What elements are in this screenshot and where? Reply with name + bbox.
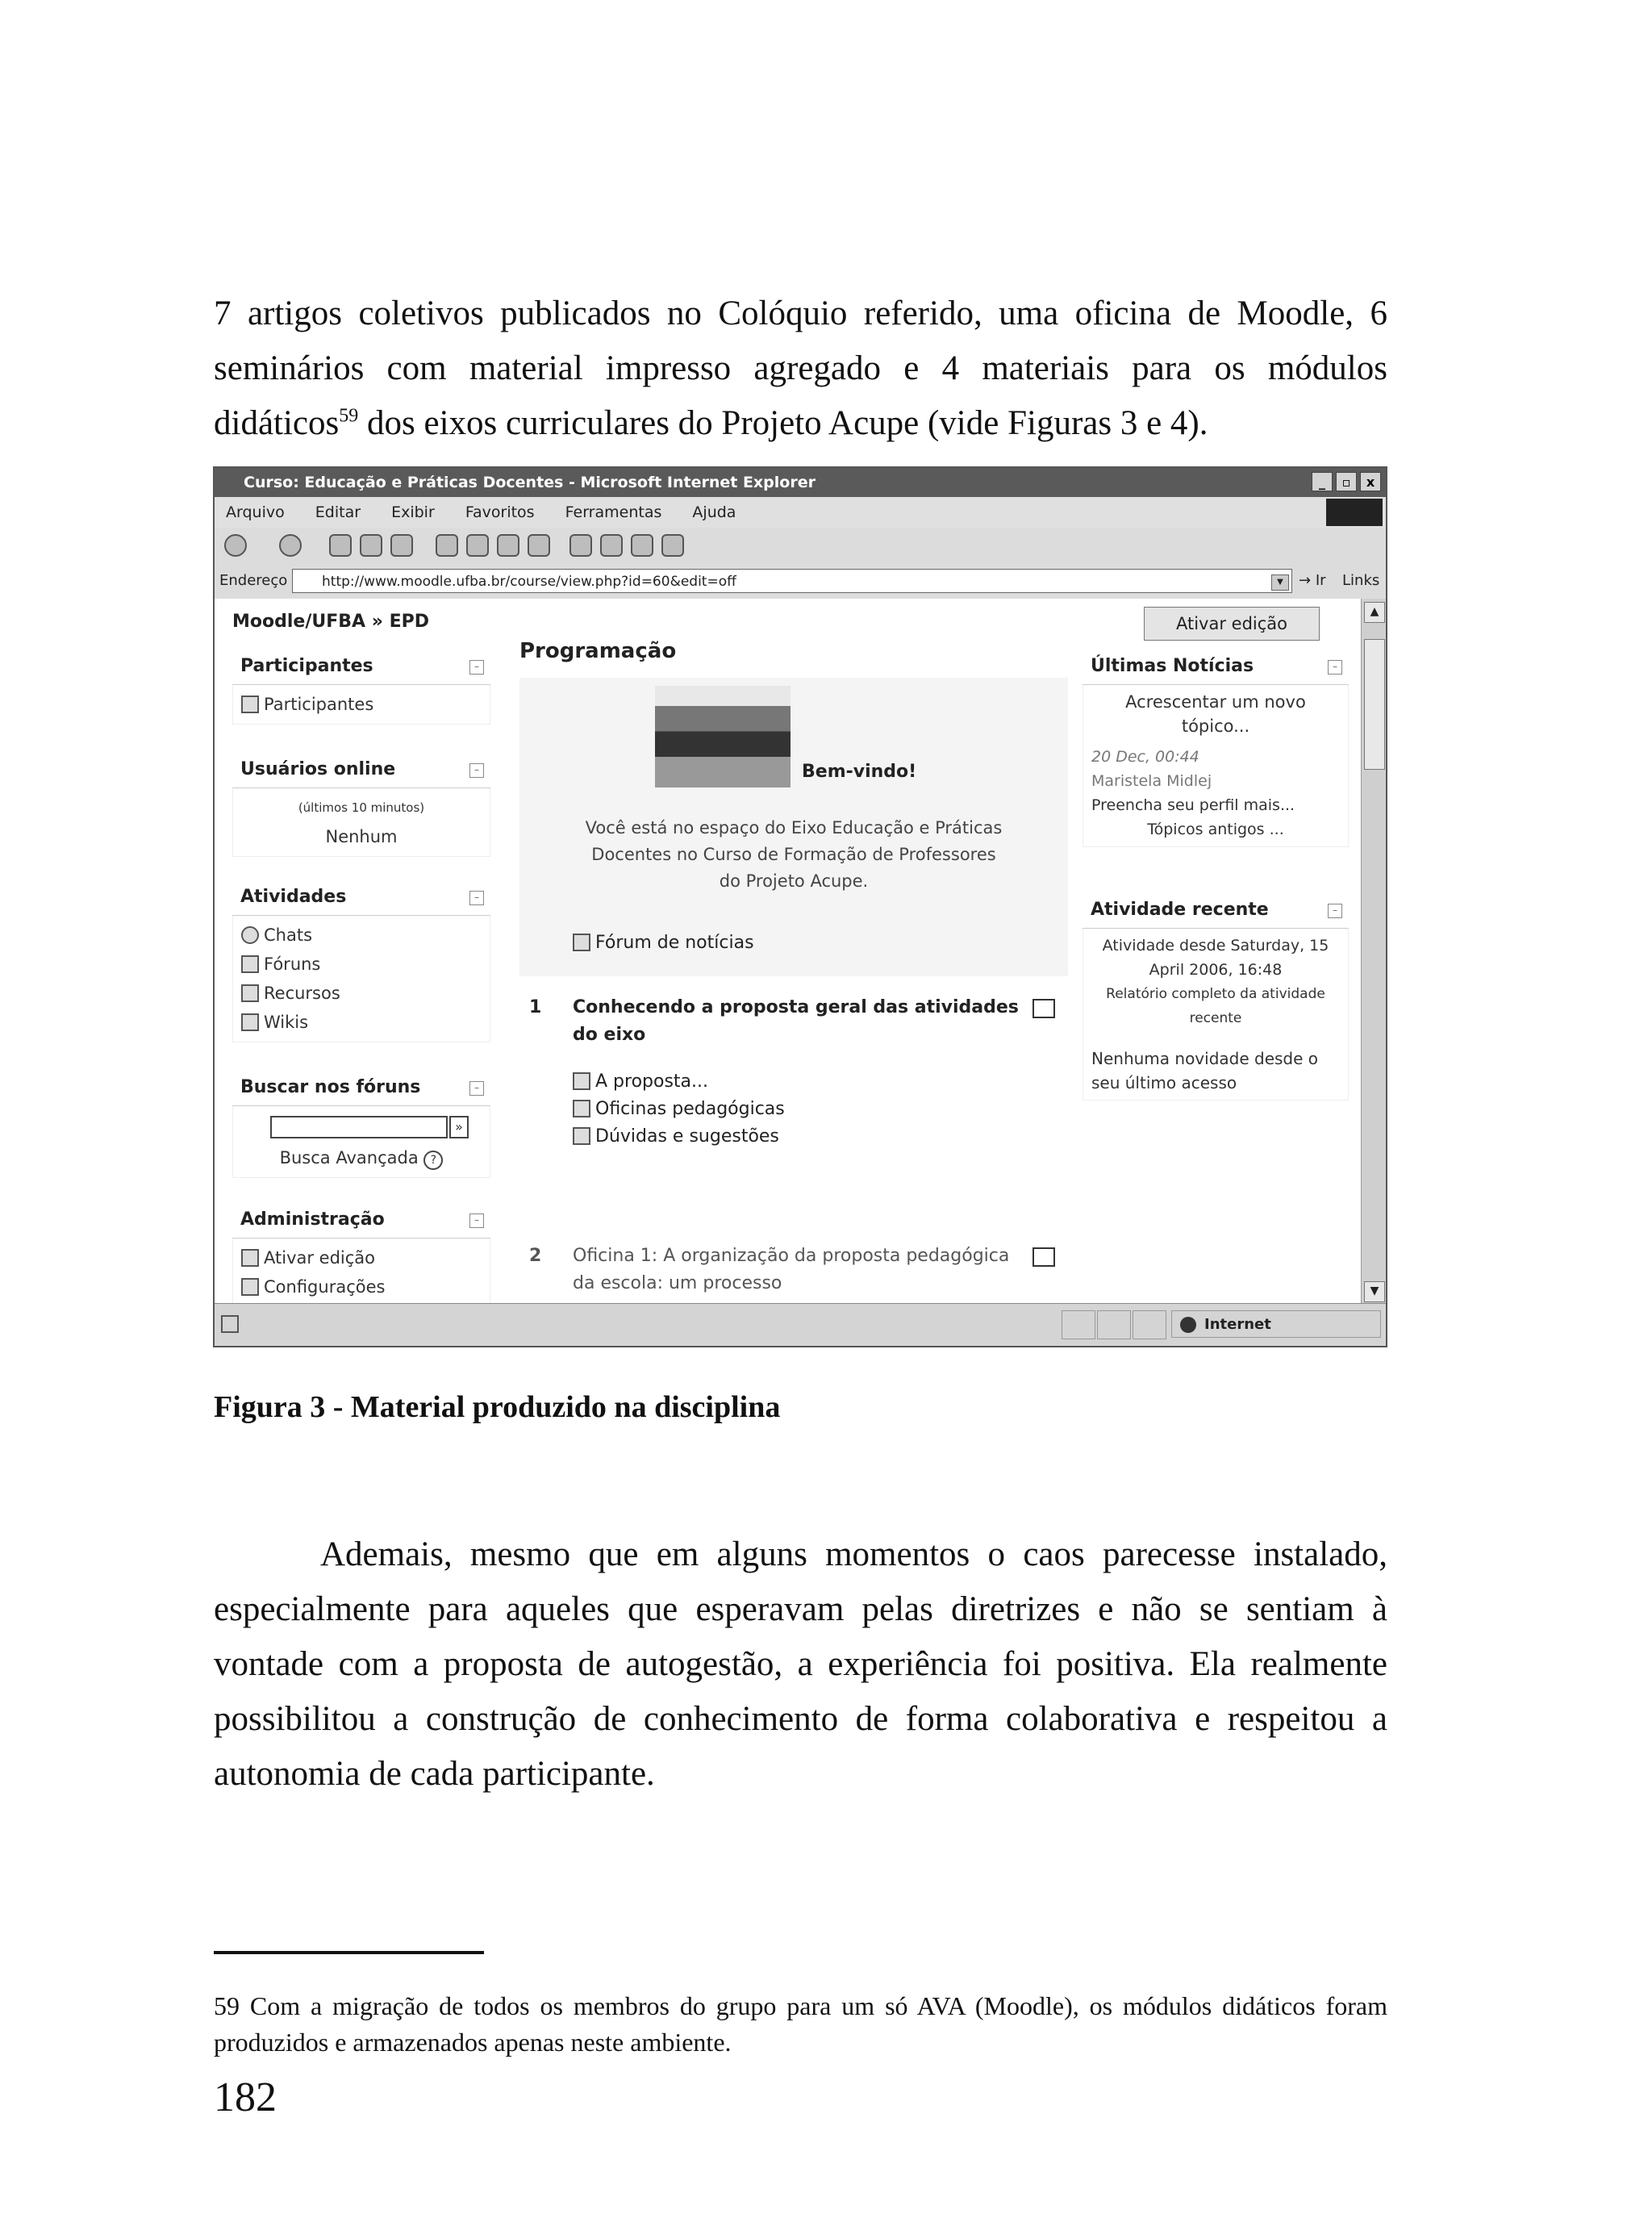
footnote-ref: 59 — [339, 405, 359, 427]
collapse-topic-icon[interactable] — [1032, 1247, 1055, 1267]
menu-arquivo[interactable]: Arquivo — [226, 503, 285, 521]
programming-title: Programação — [519, 639, 677, 663]
figure-caption: Figura 3 - Material produzido na disciplina — [214, 1390, 781, 1424]
edit-icon[interactable] — [631, 534, 653, 557]
forum-icon — [241, 955, 259, 973]
block-forum-search: Buscar nos fóruns – » Busca Avançada ? — [232, 1070, 490, 1178]
menu-ajuda[interactable]: Ajuda — [692, 503, 736, 521]
forum-search-input[interactable] — [270, 1116, 448, 1138]
scroll-down-icon[interactable]: ▼ — [1364, 1281, 1385, 1302]
topic-1: 1 Conhecendo a proposta geral das atividades do eixo A proposta... Oficinas pedagógicas Dúvidas e sugestões — [519, 994, 1068, 1188]
vertical-scrollbar[interactable] — [1361, 599, 1386, 1305]
close-button[interactable]: x — [1360, 472, 1381, 491]
windows-logo-icon — [1326, 499, 1383, 526]
advanced-search-link[interactable]: Busca Avançada — [279, 1148, 419, 1168]
collapse-icon[interactable]: – — [1328, 660, 1342, 675]
media-icon[interactable] — [497, 534, 519, 557]
figure-screenshot — [213, 466, 1387, 1347]
toggle-edit-button[interactable]: Ativar edição — [1144, 607, 1320, 641]
participants-link[interactable]: Participantes — [264, 695, 374, 714]
settings-icon — [241, 1278, 259, 1296]
welcome-heading: Bem-vindo! — [802, 762, 917, 782]
body-paragraph-2: Ademais, mesmo que em alguns momentos o caos parecesse instalado, especialmente para aqueles que esperavam pelas diretrizes e não se sentiam à vontade com a proposta de autogestão, a experiência foi positiva. Ela realmente possibilitou a construção de conhecimento de forma colaborativa e respeitou a autonomia de cada participante. — [214, 1535, 1387, 1793]
forward-icon[interactable] — [279, 534, 302, 557]
topic-2-title[interactable]: Oficina 1: A organização da proposta pedagógica da escola: um processo — [573, 1246, 1010, 1293]
resource-icon — [573, 1072, 590, 1090]
scroll-thumb[interactable] — [1364, 639, 1385, 770]
wiki-icon — [241, 1013, 259, 1031]
page-number: 182 — [214, 2074, 277, 2120]
search-icon[interactable] — [436, 534, 458, 557]
block-administration: Administração – Ativar edição Configurações — [232, 1202, 490, 1307]
collapse-icon[interactable]: – — [469, 763, 484, 778]
chat-icon — [241, 926, 259, 944]
address-label: Endereço — [219, 572, 288, 589]
status-bar — [215, 1303, 1386, 1346]
collapse-icon[interactable]: – — [469, 1081, 484, 1096]
menu-exibir[interactable]: Exibir — [391, 503, 435, 521]
help-icon[interactable]: ? — [423, 1151, 443, 1170]
menu-editar[interactable]: Editar — [315, 503, 361, 521]
go-button[interactable]: → Ir — [1299, 572, 1326, 589]
minimize-button[interactable]: _ — [1312, 472, 1333, 491]
maximize-button[interactable]: ▫ — [1336, 472, 1357, 491]
activity-resources[interactable]: Recursos — [264, 984, 340, 1003]
browser-toolbar — [215, 528, 1386, 563]
search-go-button[interactable]: » — [449, 1116, 469, 1138]
older-topics-link[interactable]: Tópicos antigos ... — [1147, 821, 1284, 838]
topic-1-title: Conhecendo a proposta geral das atividades do eixo — [573, 997, 1019, 1045]
footnote-divider — [214, 1951, 484, 1954]
block-activities: Atividades – Chats Fóruns Recursos Wikis — [232, 879, 490, 1042]
chevron-down-icon[interactable]: ▼ — [1271, 574, 1289, 591]
welcome-text: Você está no espaço do Eixo Educação e Práticas Docentes no Curso de Formação de Professores do Projeto Acupe. — [585, 818, 1003, 891]
home-icon[interactable] — [390, 534, 413, 557]
zone-label: Internet — [1171, 1310, 1381, 1338]
back-icon[interactable] — [224, 534, 247, 557]
course-photo — [655, 686, 791, 787]
print-icon[interactable] — [600, 534, 623, 557]
menu-bar — [215, 497, 1386, 528]
messenger-icon[interactable] — [661, 534, 684, 557]
topic-1-item[interactable]: Oficinas pedagógicas — [595, 1099, 785, 1119]
forum-icon — [573, 1127, 590, 1145]
body-paragraph-1: 7 artigos coletivos publicados no Colóquio referido, uma oficina de Moodle, 6 seminários com material impresso agregado e 4 materiais para os módulos didáticos$^{59}$ dos eixos curriculares do Projeto Acupe (vide Figuras 3 e 4). — [214, 294, 1387, 442]
menu-ferramentas[interactable]: Ferramentas — [565, 503, 662, 521]
links-label[interactable]: Links — [1342, 572, 1380, 589]
collapse-icon[interactable]: – — [1328, 904, 1342, 918]
welcome-section — [519, 678, 1068, 976]
topic-1-item[interactable]: Dúvidas e sugestões — [595, 1126, 779, 1147]
scroll-up-icon[interactable]: ▲ — [1364, 602, 1385, 623]
page-icon — [221, 1315, 239, 1333]
mail-icon[interactable] — [569, 534, 592, 557]
collapse-icon[interactable]: – — [469, 660, 484, 675]
activity-wikis[interactable]: Wikis — [264, 1013, 309, 1032]
resource-icon — [241, 984, 259, 1002]
footnote: 59 Com a migração de todos os membros do grupo para um só AVA (Moodle), os módulos didáticos foram produzidos e armazenados apenas neste ambiente. — [214, 1991, 1387, 2057]
block-online-users: Usuários online – (últimos 10 minutos) Nenhum — [232, 752, 490, 857]
news-post-link[interactable]: Preencha seu perfil mais... — [1091, 796, 1295, 814]
menu-favoritos[interactable]: Favoritos — [465, 503, 535, 521]
collapse-icon[interactable]: – — [469, 1213, 484, 1228]
edit-icon — [241, 1249, 259, 1267]
admin-settings[interactable]: Configurações — [264, 1277, 386, 1297]
full-report-link[interactable]: Relatório completo da atividade recente — [1106, 986, 1325, 1026]
history-icon[interactable] — [528, 534, 550, 557]
news-forum-link[interactable]: Fórum de notícias — [595, 933, 754, 953]
activity-chats[interactable]: Chats — [264, 925, 313, 945]
topic-1-item[interactable]: A proposta... — [595, 1071, 709, 1092]
topic-2: 2 Oficina 1: A organização da proposta pedagógica da escola: um processo — [519, 1243, 1068, 1305]
globe-icon — [1180, 1317, 1196, 1333]
add-topic-link[interactable]: Acrescentar um novo tópico... — [1125, 692, 1306, 736]
moodle-page — [215, 599, 1365, 1305]
resource-icon — [573, 1100, 590, 1117]
window-titlebar: Curso: Educação e Práticas Docentes - Microsoft Internet Explorer _ ▫ x — [215, 468, 1386, 497]
url-input[interactable]: http://www.moodle.ufba.br/course/view.php?id=60&edit=off — [292, 569, 1292, 593]
users-icon — [241, 696, 259, 713]
stop-icon[interactable] — [329, 534, 352, 557]
block-latest-news: Últimas Notícias – Acrescentar um novo tópico... 20 Dec, 00:44 Maristela Midlej Preencha seu perfil mais... Tópicos antigos ... — [1083, 649, 1349, 847]
activity-forums[interactable]: Fóruns — [264, 954, 321, 974]
address-bar — [215, 563, 1386, 599]
forum-icon — [573, 934, 590, 951]
block-participants: Participantes – Participantes — [232, 649, 490, 725]
admin-toggle-edit[interactable]: Ativar edição — [264, 1248, 376, 1268]
collapse-icon[interactable]: – — [469, 891, 484, 905]
breadcrumb[interactable]: Moodle/UFBA » EPD — [232, 612, 429, 632]
refresh-icon[interactable] — [360, 534, 382, 557]
block-recent-activity: Atividade recente – Atividade desde Saturday, 15 April 2006, 16:48 Relatório completo da atividade recente Nenhuma novidade desde o seu último acesso — [1083, 892, 1349, 1101]
collapse-topic-icon[interactable] — [1032, 999, 1055, 1018]
favorites-icon[interactable] — [466, 534, 489, 557]
